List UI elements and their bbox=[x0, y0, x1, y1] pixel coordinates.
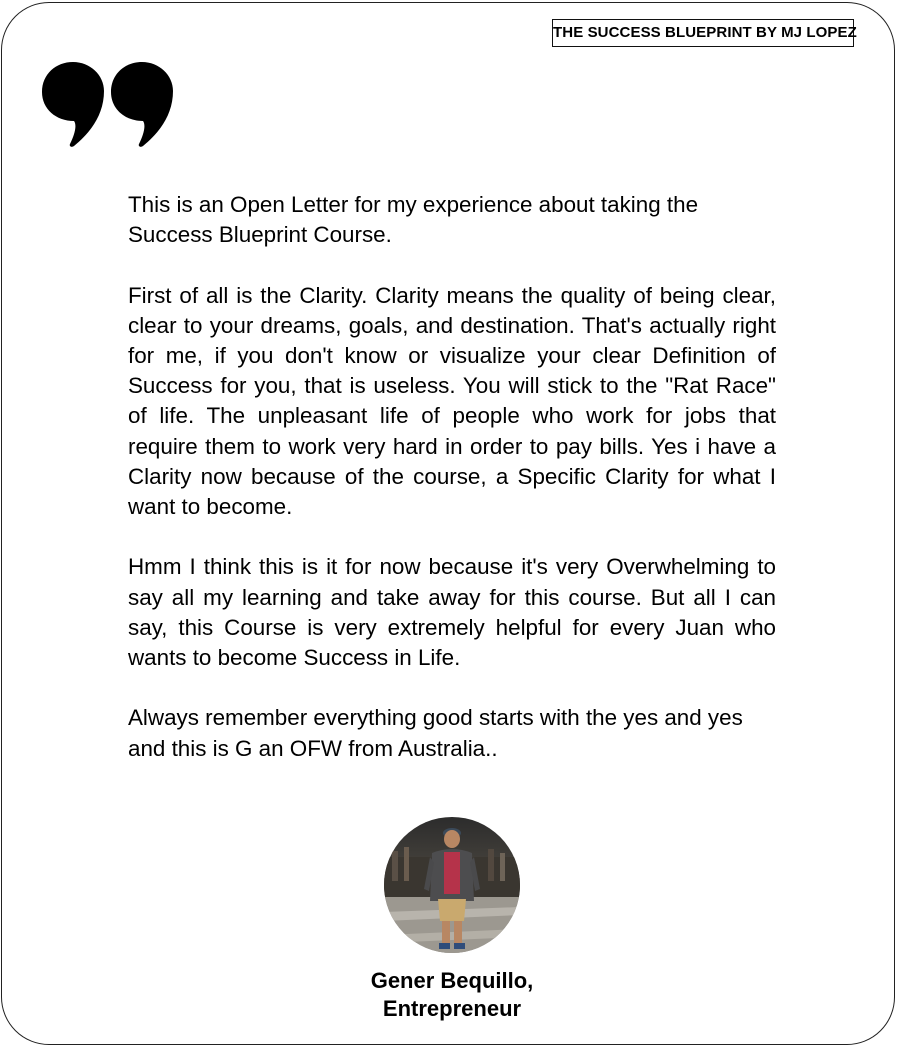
author-title: Entrepreneur bbox=[382, 996, 522, 1021]
letter-body bbox=[128, 190, 776, 794]
brand-tag: THE SUCCESS BLUEPRINT BY MJ LOPEZ bbox=[552, 19, 854, 47]
author-avatar bbox=[384, 817, 520, 953]
open-quote-icon bbox=[40, 59, 176, 149]
letter-paragraph: Always remember everything good starts with the yes and yes and this is G an OFW from Australia.. bbox=[128, 705, 743, 761]
author-photo bbox=[384, 817, 520, 953]
letter-paragraph: Hmm I think this is it for now because it's very Overwhelming to say all my learning and take away for this course. But all I can say, this Course is very extremely helpful for every Juan who wants to become Success in Life. bbox=[128, 554, 776, 671]
letter-paragraph: First of all is the Clarity. Clarity means the quality of being clear, clear to your dreams, goals, and destination. That's actually right for me, if you don't know or visualize your clear Definition of Success for you, that is useless. You will stick to the "Rat Race" of life. The unpleasant life of people who work for jobs that require them to work very hard in order to pay bills. Yes i have a Clarity now because of the course, a Specific Clarity for what I want to become. bbox=[128, 282, 776, 520]
testimonial-card bbox=[1, 2, 895, 1045]
author-name: Gener Bequillo, bbox=[370, 968, 534, 993]
letter-paragraph: This is an Open Letter for my experience about taking the Success Blueprint Course. bbox=[128, 192, 699, 248]
author-signature bbox=[252, 967, 652, 1023]
